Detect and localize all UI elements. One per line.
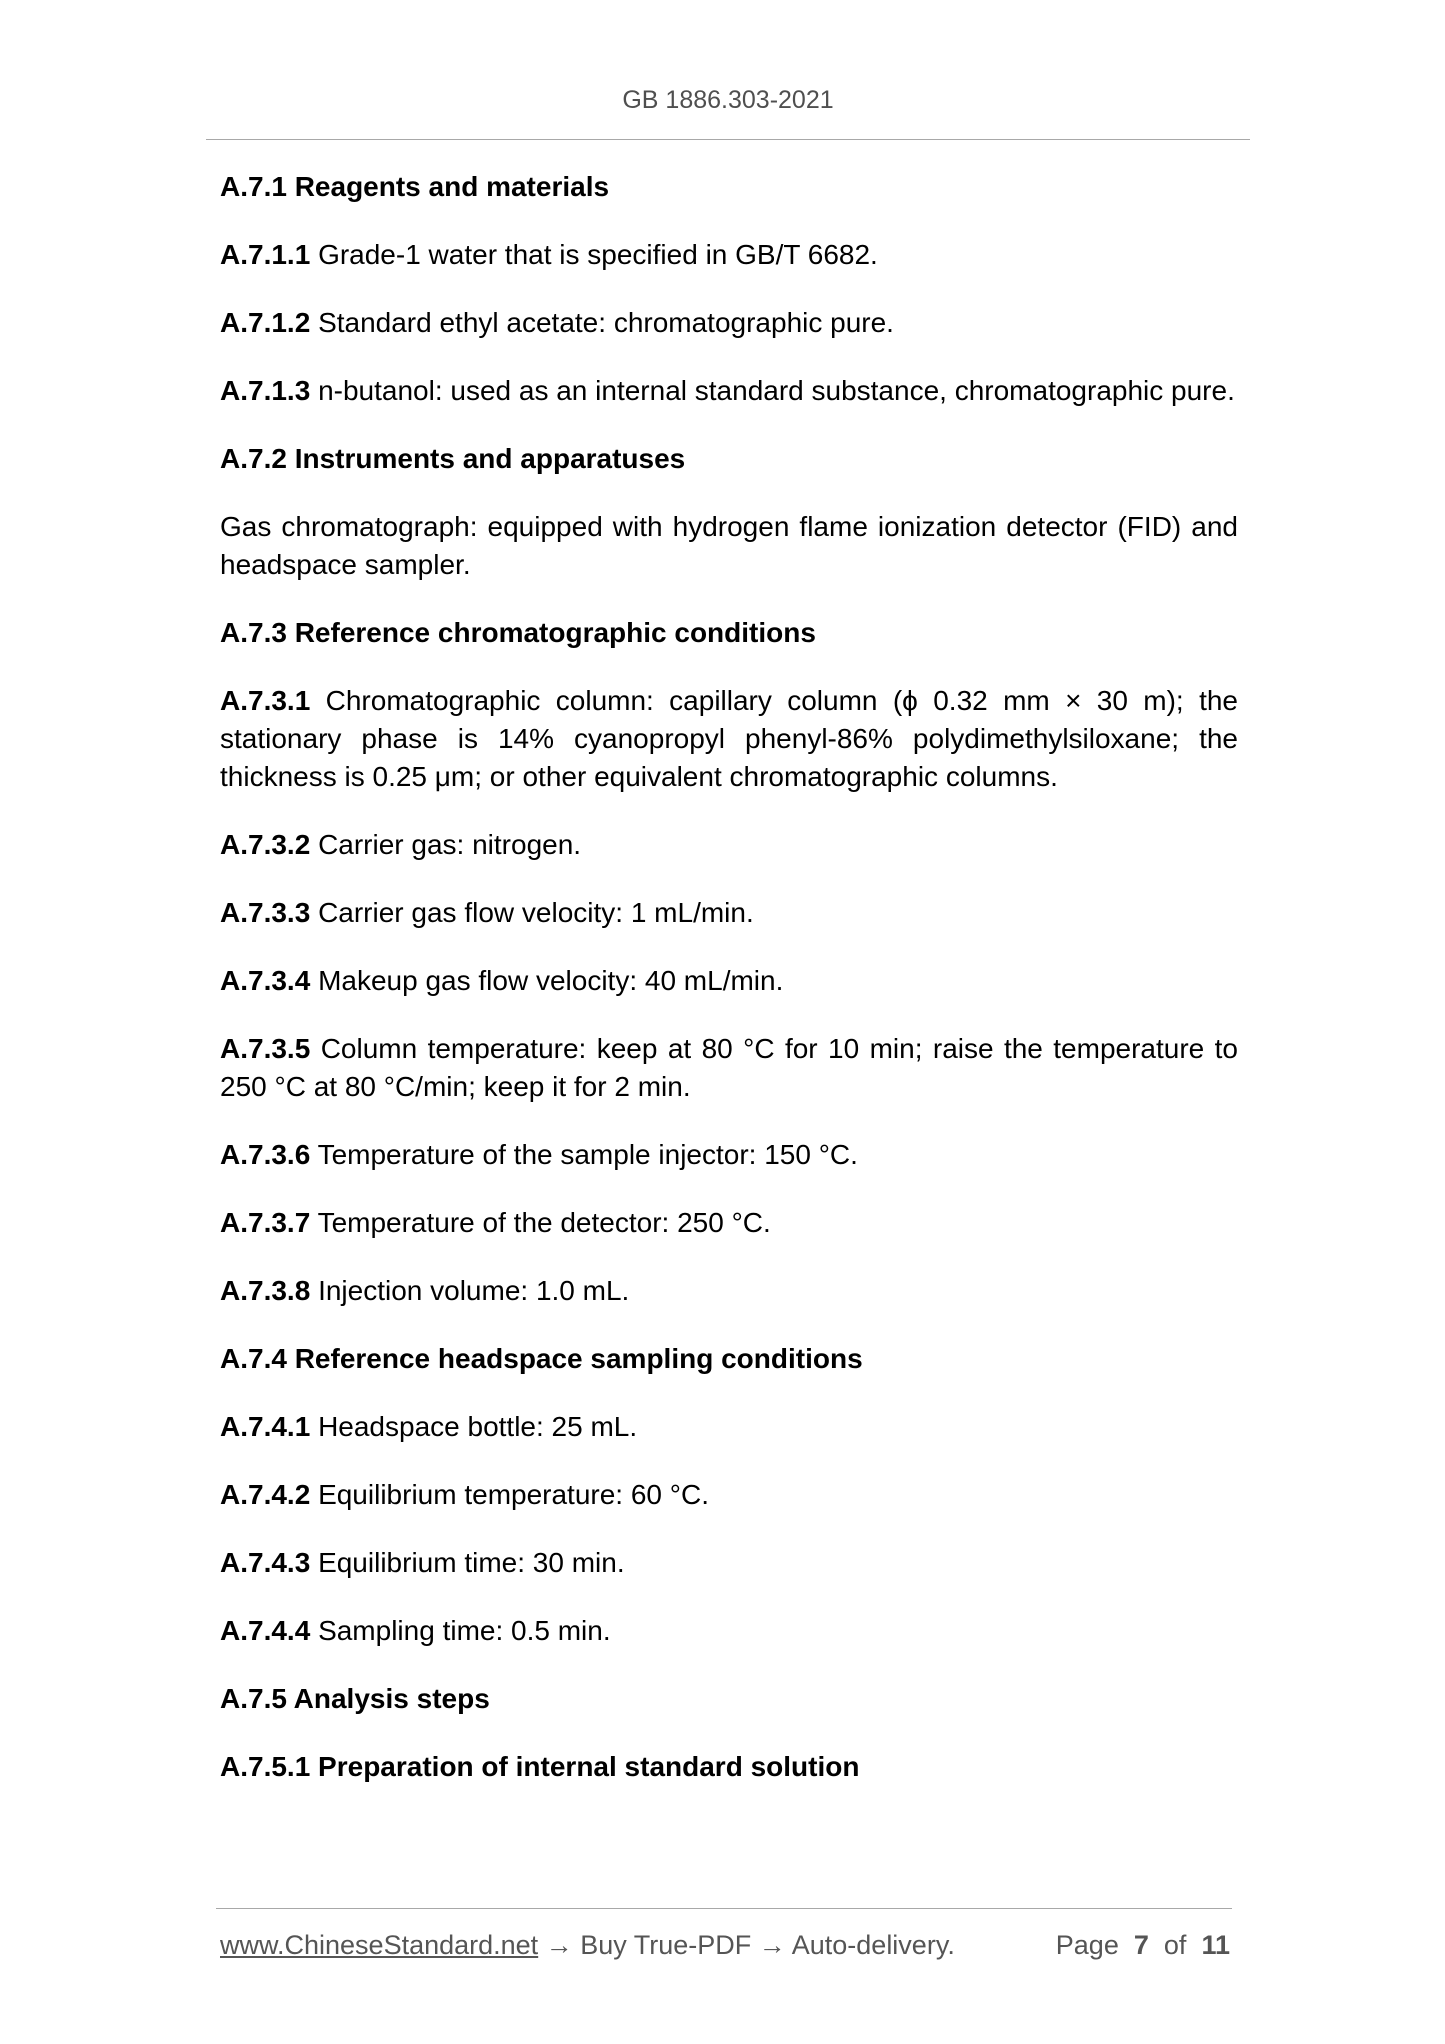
clause-text: Grade-1 water that is specified in GB/T 6682. — [318, 239, 878, 270]
clause-number: A.7.3.1 — [220, 685, 311, 716]
clause-text: Makeup gas flow velocity: 40 mL/min. — [318, 965, 784, 996]
clause-number: A.7.1.1 — [220, 239, 311, 270]
clause-paragraph — [220, 236, 1238, 274]
page-total: 11 — [1201, 1930, 1230, 1960]
page-header-title: GB 1886.303-2021 — [622, 86, 834, 114]
website-link[interactable]: www.ChineseStandard.net — [220, 1930, 539, 1960]
clause-text: Headspace bottle: 25 mL. — [318, 1411, 638, 1442]
clause-text: Sampling time: 0.5 min. — [318, 1615, 611, 1646]
footer-promo-text: → Buy True-PDF → Auto-delivery. — [538, 1930, 955, 1960]
clause-number: A.7.3.6 — [220, 1139, 311, 1170]
clause-paragraph — [220, 372, 1238, 410]
clause-text: Injection volume: 1.0 mL. — [318, 1275, 630, 1306]
clause-text: Carrier gas flow velocity: 1 mL/min. — [318, 897, 754, 928]
header-divider — [206, 139, 1250, 140]
section-heading: A.7.4 Reference headspace sampling conditions — [220, 1343, 863, 1374]
page-of: of — [1163, 1930, 1187, 1960]
section-heading: A.7.2 Instruments and apparatuses — [220, 443, 686, 474]
clause-paragraph — [220, 1476, 1238, 1514]
page-number — [1056, 1927, 1230, 1963]
page-label: Page — [1055, 1930, 1119, 1960]
clause-number: A.7.3.4 — [220, 965, 311, 996]
section-heading: A.7.5 Analysis steps — [220, 1683, 490, 1714]
clause-text: n-butanol: used as an internal standard substance, chromatographic pure. — [318, 375, 1235, 406]
clause-paragraph — [220, 1612, 1238, 1650]
clause-paragraph — [220, 1136, 1238, 1174]
clause-number: A.7.4.4 — [220, 1615, 311, 1646]
clause-text: Equilibrium temperature: 60 °C. — [318, 1479, 709, 1510]
clause-paragraph — [220, 682, 1238, 796]
page-footer — [220, 1927, 1230, 1963]
clause-number: A.7.1.3 — [220, 375, 311, 406]
clause-number: A.7.3.7 — [220, 1207, 311, 1238]
clause-paragraph — [220, 962, 1238, 1000]
clause-text: Carrier gas: nitrogen. — [318, 829, 582, 860]
clause-number: A.7.4.1 — [220, 1411, 311, 1442]
clause-text: Equilibrium time: 30 min. — [318, 1547, 625, 1578]
page-current: 7 — [1133, 1930, 1149, 1960]
clause-number: A.7.3.5 — [220, 1033, 311, 1064]
clause-paragraph — [220, 1544, 1238, 1582]
clause-number: A.7.3.3 — [220, 897, 311, 928]
section-heading: A.7.1 Reagents and materials — [220, 171, 610, 202]
document-body — [220, 168, 1238, 1816]
clause-text: Standard ethyl acetate: chromatographic pure. — [318, 307, 894, 338]
footer-promo — [220, 1927, 955, 1963]
clause-number: A.7.4.3 — [220, 1547, 311, 1578]
section-heading: A.7.5.1 Preparation of internal standard solution — [220, 1751, 860, 1782]
footer-divider — [216, 1908, 1232, 1909]
clause-text: Chromatographic column: capillary column (ϕ 0.32 mm × 30 m); the stationary phase is 14% cyanopropyl phenyl-86% polydimethylsiloxane; the thickness is 0.25 μm; or other equivalent chromatographic columns. — [220, 685, 1238, 792]
section-heading: A.7.3 Reference chromatographic conditions — [220, 617, 816, 648]
clause-paragraph — [220, 1030, 1238, 1106]
clause-number: A.7.4.2 — [220, 1479, 311, 1510]
clause-paragraph — [220, 304, 1238, 342]
clause-text: Temperature of the detector: 250 °C. — [317, 1207, 771, 1238]
clause-paragraph — [220, 1272, 1238, 1310]
clause-number: A.7.1.2 — [220, 307, 311, 338]
clause-number: A.7.3.2 — [220, 829, 311, 860]
clause-number: A.7.3.8 — [220, 1275, 311, 1306]
body-paragraph: Gas chromatograph: equipped with hydrogen flame ionization detector (FID) and headspace sampler. — [220, 511, 1238, 580]
clause-text: Temperature of the sample injector: 150 °C. — [317, 1139, 858, 1170]
clause-paragraph — [220, 894, 1238, 932]
clause-paragraph — [220, 1408, 1238, 1446]
clause-paragraph — [220, 1204, 1238, 1242]
clause-paragraph — [220, 826, 1238, 864]
clause-text: Column temperature: keep at 80 °C for 10 min; raise the temperature to 250 °C at 80 °C/min; keep it for 2 min. — [220, 1033, 1238, 1102]
